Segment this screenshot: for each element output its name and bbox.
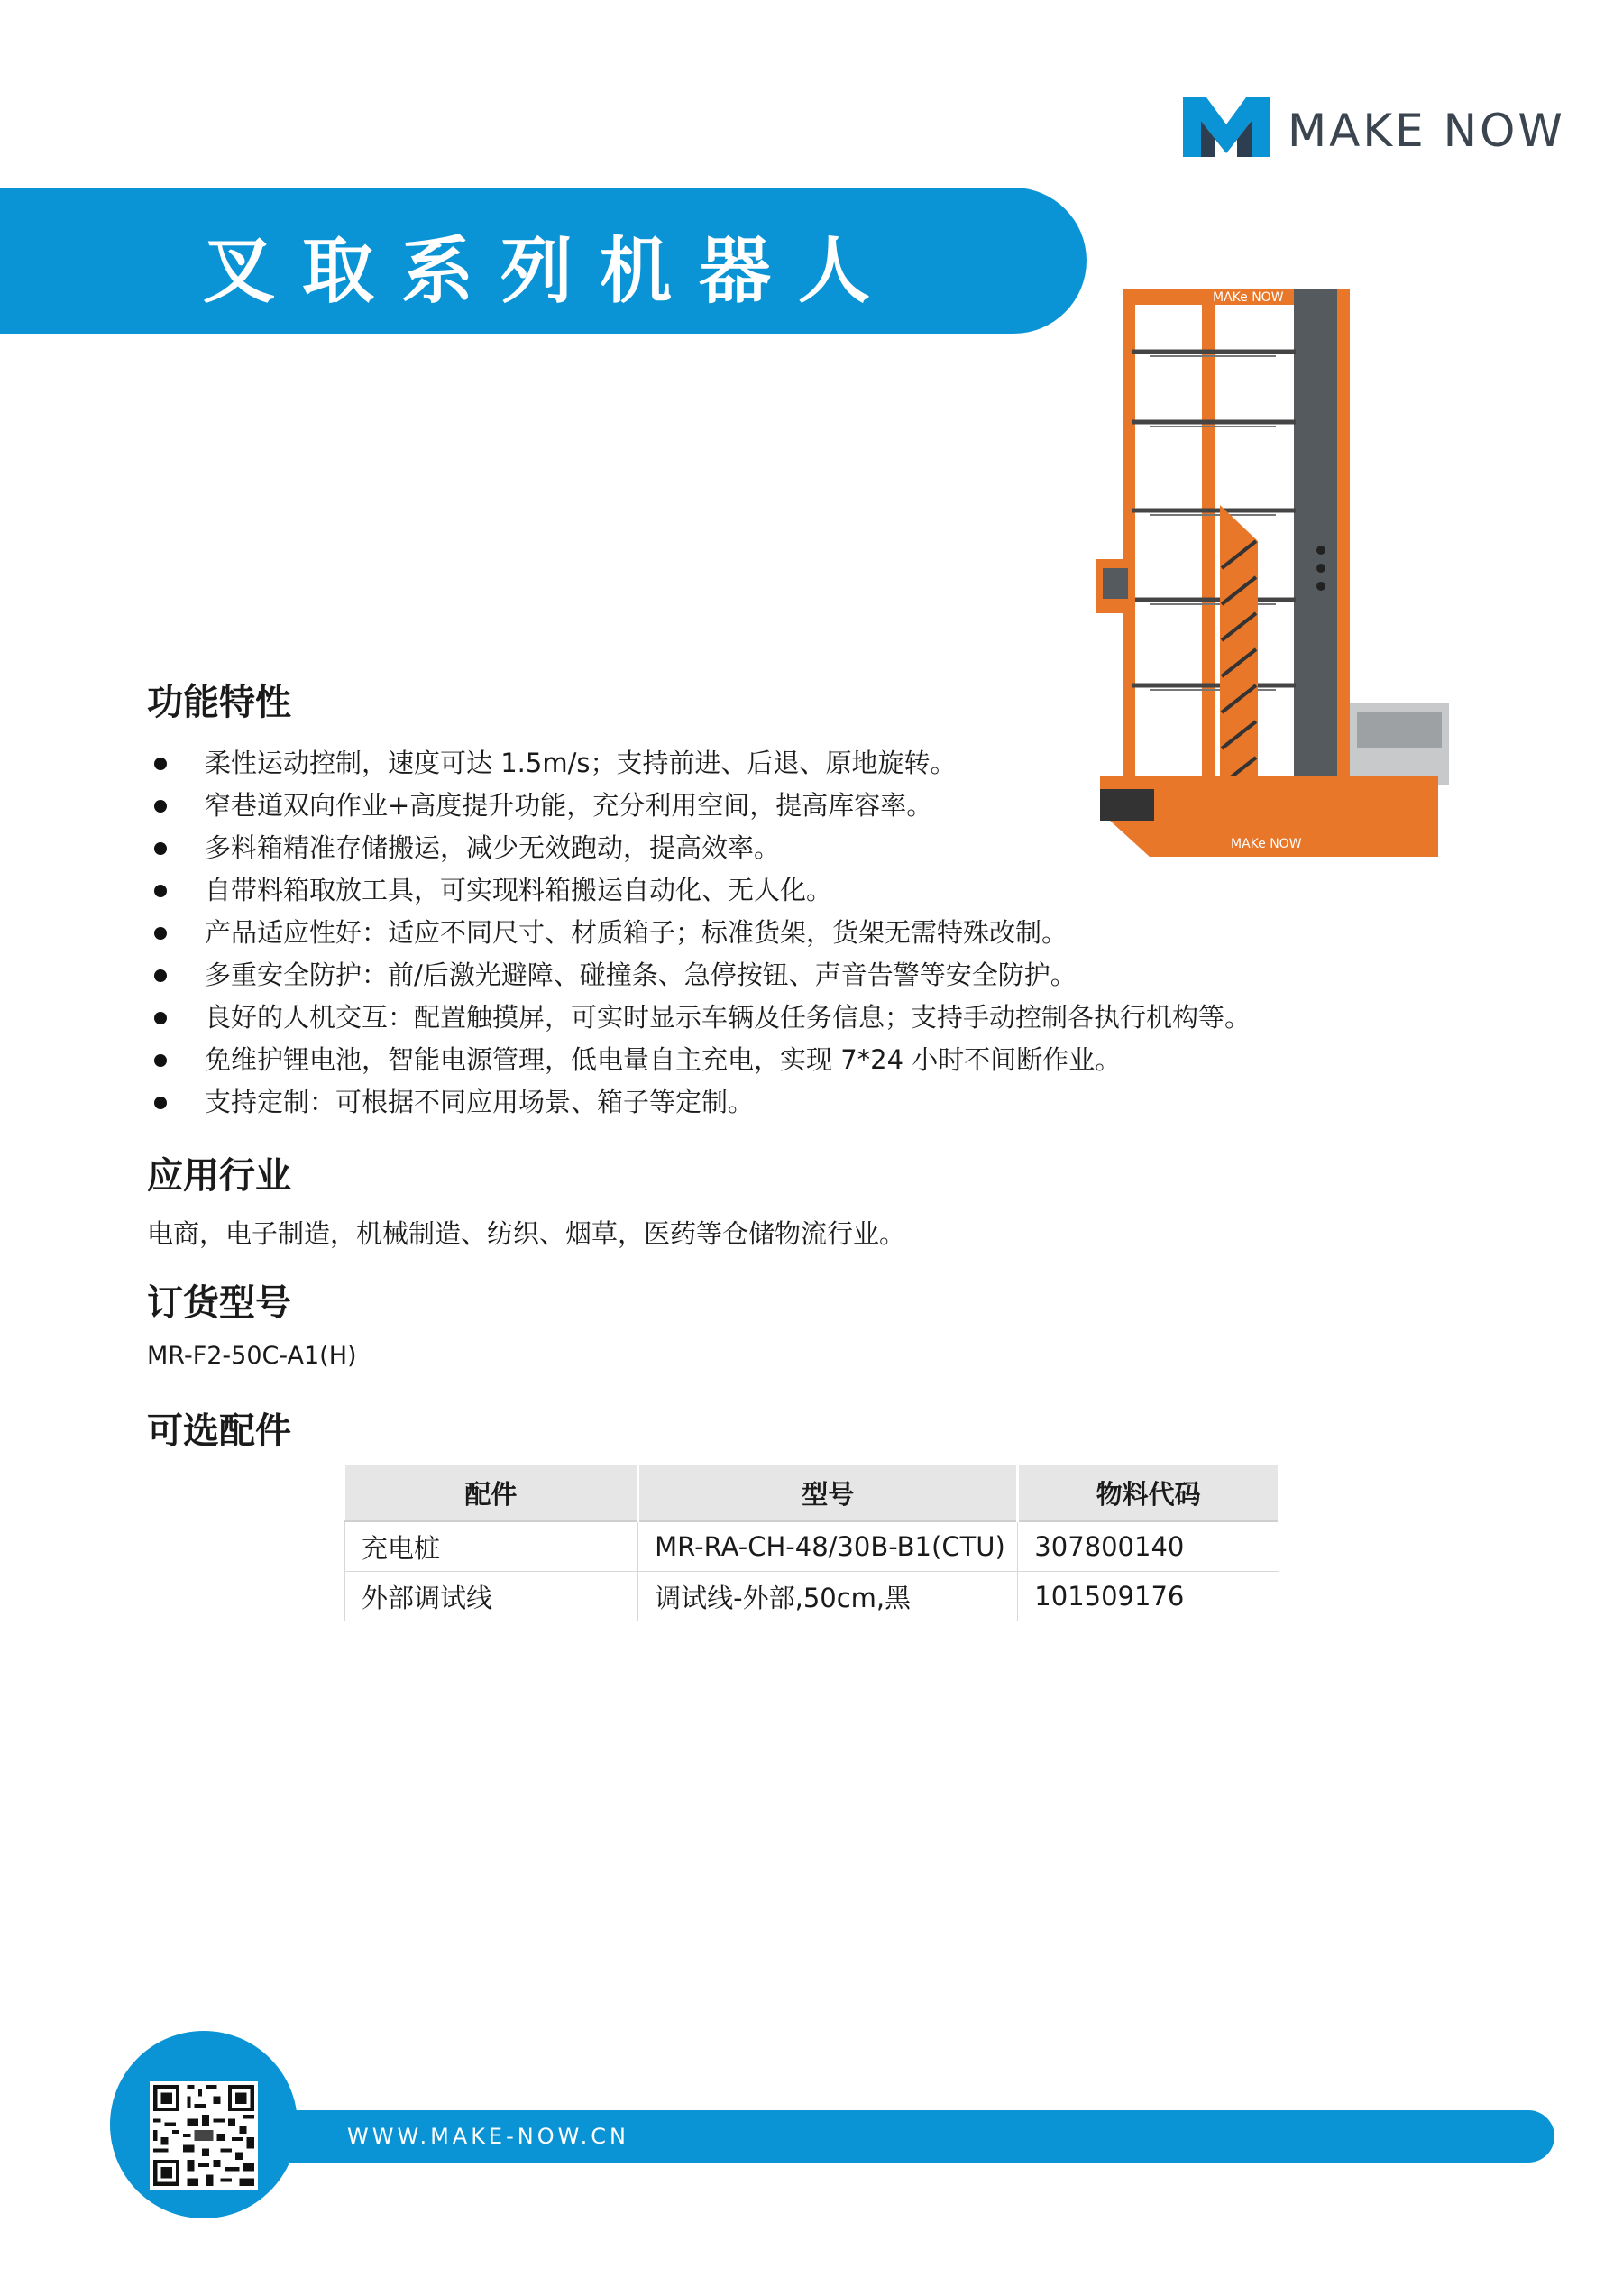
bullet-icon (154, 969, 167, 982)
bullet-icon (154, 1097, 167, 1109)
qr-code-icon (150, 2081, 258, 2190)
feature-item: 多重安全防护：前/后激光避障、碰撞条、急停按钮、声音告警等安全防护。 (147, 954, 1251, 996)
bullet-icon (154, 885, 167, 897)
brand-name: MAKE NOW (1288, 105, 1565, 157)
footer-website-link[interactable]: WWW.MAKE-NOW.CN (347, 2124, 629, 2149)
bullet-icon (154, 800, 167, 813)
column-header: 配件 (345, 1465, 638, 1521)
brand-logo (1183, 90, 1565, 162)
industries-heading: 应用行业 (147, 1155, 291, 1197)
table-cell: 外部调试线 (345, 1572, 638, 1621)
feature-item: 多料箱精准存储搬运，减少无效跑动，提高效率。 (147, 827, 1251, 869)
bullet-icon (154, 1012, 167, 1024)
feature-item: 支持定制：可根据不同应用场景、箱子等定制。 (147, 1081, 1251, 1124)
industries-text: 电商，电子制造，机械制造、纺织、烟草，医药等仓储物流行业。 (147, 1218, 906, 1249)
feature-item: 产品适应性好：适应不同尺寸、材质箱子；标准货架，货架无需特殊改制。 (147, 912, 1251, 954)
table-cell: 307800140 (1018, 1521, 1279, 1572)
accessories-heading: 可选配件 (147, 1410, 291, 1452)
bullet-icon (154, 842, 167, 855)
table-cell: 101509176 (1018, 1572, 1279, 1621)
column-header: 型号 (638, 1465, 1018, 1521)
feature-item: 良好的人机交互：配置触摸屏，可实时显示车辆及任务信息；支持手动控制各执行机构等。 (147, 996, 1251, 1039)
bullet-icon (154, 1054, 167, 1067)
table-cell: MR-RA-CH-48/30B-B1(CTU) (638, 1521, 1018, 1572)
page-title: 叉取系列机器人 (203, 229, 897, 313)
feature-item: 免维护锂电池，智能电源管理，低电量自主充电，实现 7*24 小时不间断作业。 (147, 1039, 1251, 1081)
table-header-row (345, 1465, 1279, 1521)
features-list (147, 742, 1251, 1124)
feature-item: 窄巷道双向作业+高度提升功能，充分利用空间，提高库容率。 (147, 785, 1251, 827)
order-heading: 订货型号 (147, 1282, 291, 1324)
robot-brand-text: MAKe NOW (1213, 290, 1284, 305)
column-header: 物料代码 (1018, 1465, 1279, 1521)
order-model: MR-F2-50C-A1(H) (147, 1342, 357, 1370)
table-cell: 充电桩 (345, 1521, 638, 1572)
bullet-icon (154, 758, 167, 770)
brand-logo-icon (1183, 94, 1270, 157)
table-row (345, 1521, 1279, 1572)
table-row (345, 1572, 1279, 1621)
table-cell: 调试线-外部,50cm,黑 (638, 1572, 1018, 1621)
bullet-icon (154, 927, 167, 940)
features-heading: 功能特性 (147, 682, 291, 723)
accessories-table (344, 1465, 1280, 1621)
feature-item: 自带料箱取放工具，可实现料箱搬运自动化、无人化。 (147, 869, 1251, 912)
feature-item: 柔性运动控制，速度可达 1.5m/s；支持前进、后退、原地旋转。 (147, 742, 1251, 785)
robot-base-brand-text: MAKe NOW (1231, 837, 1302, 851)
